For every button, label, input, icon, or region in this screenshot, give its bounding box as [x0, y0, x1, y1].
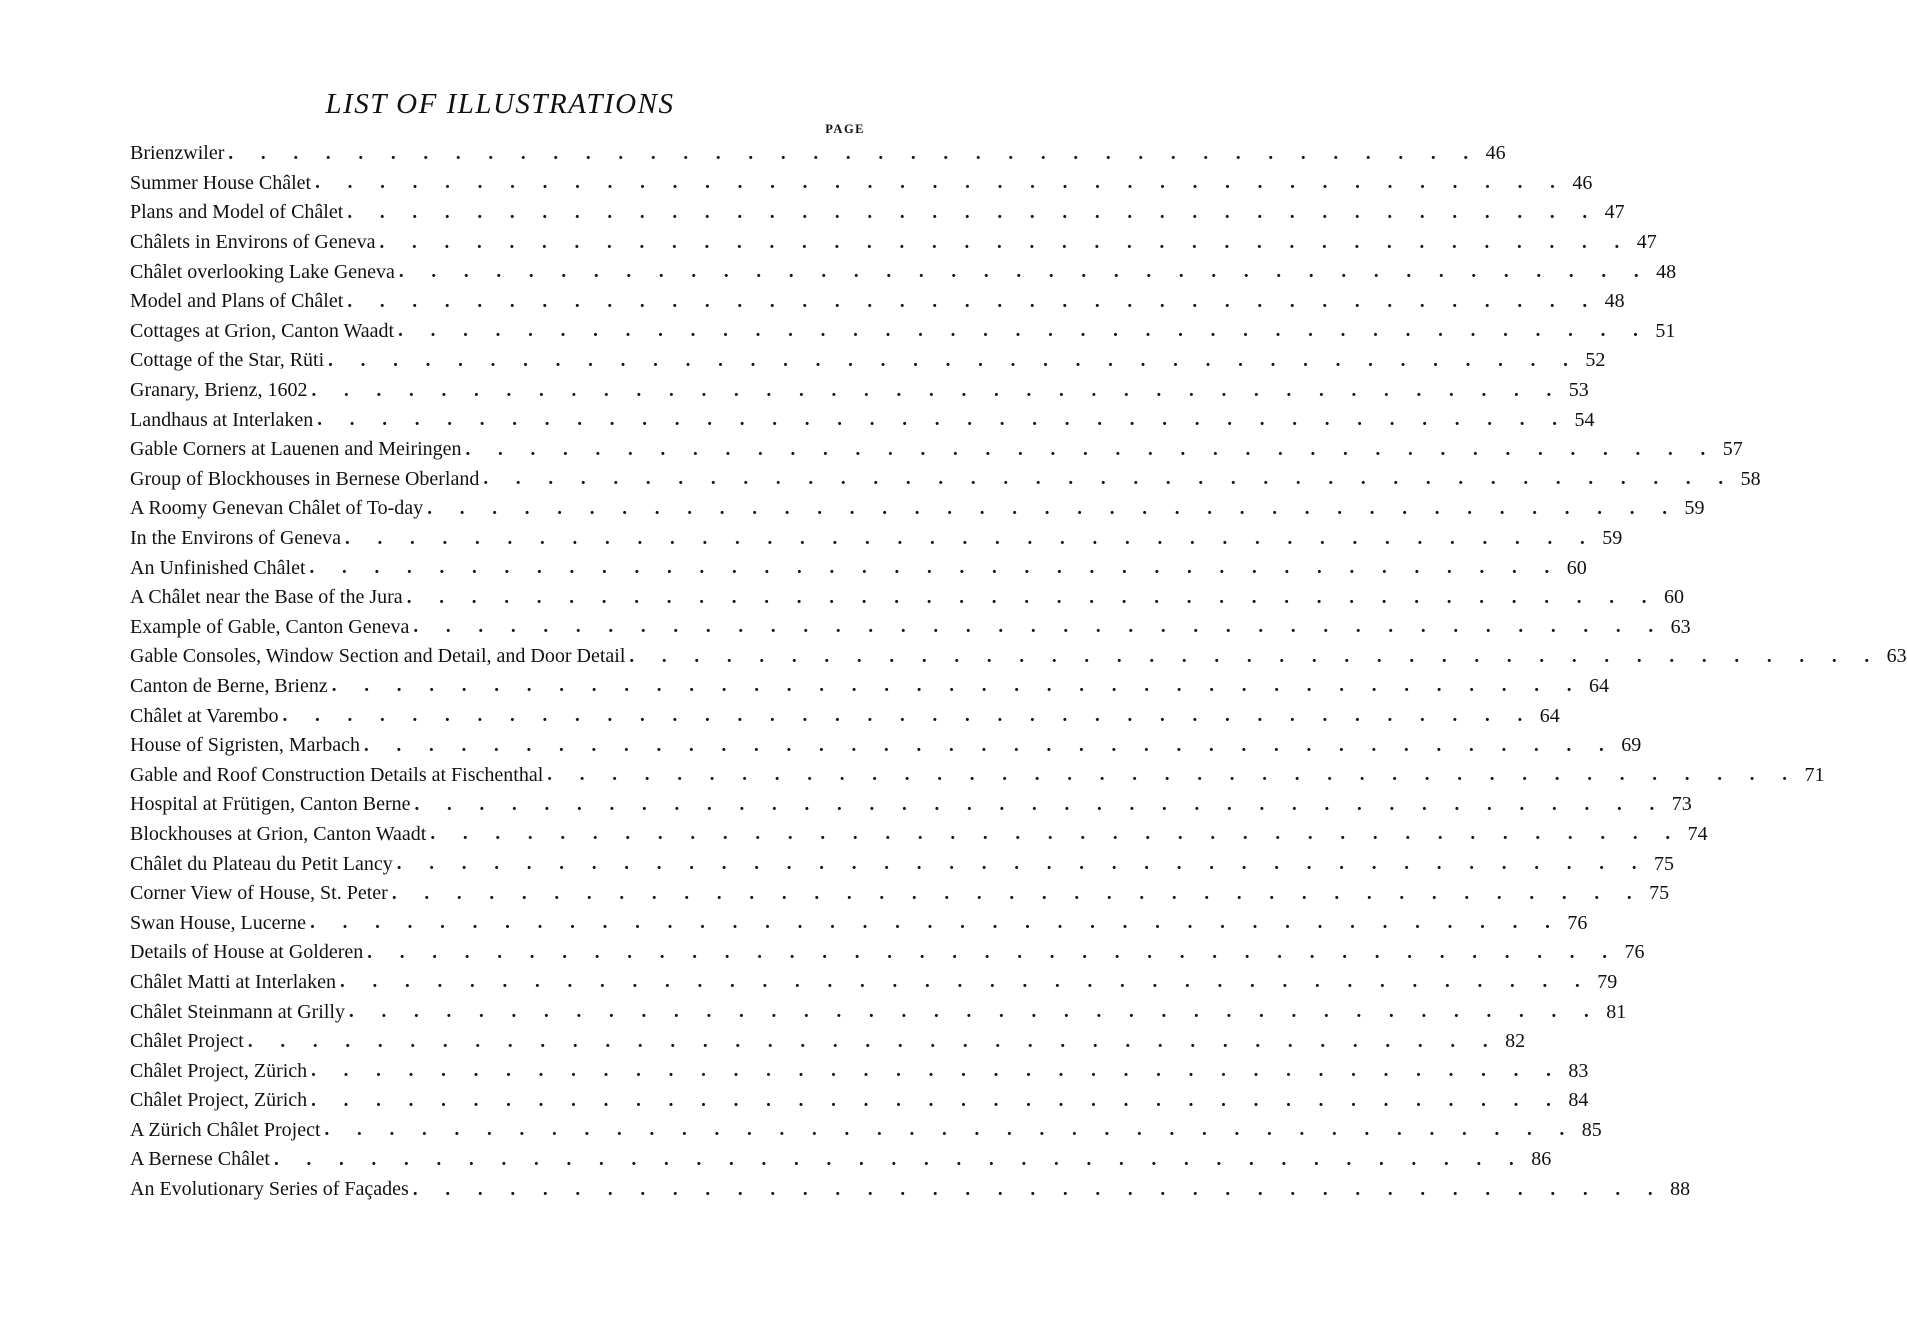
dot-leader: . . . . . . . . . . . . . . . . . . . . . . . . . . . . . . . . . . . . . . .	[309, 557, 1561, 579]
list-item	[130, 553, 1587, 583]
dot-leader: . . . . . . . . . . . . . . . . . . . . . . . . . . . . . . . . . . . . . . .	[391, 882, 1644, 904]
list-item	[130, 849, 1674, 879]
dot-leader: . . . . . . . . . . . . . . . . . . . . . . . . . . . . . . . . . . . . . . .	[347, 201, 1599, 223]
page-number: 64	[1539, 704, 1560, 727]
list-item	[130, 1116, 1602, 1146]
illustration-title: Châlet du Plateau du Petit Lancy	[130, 852, 393, 875]
illustration-title: House of Sigristen, Marbach	[130, 734, 360, 757]
page-number: 63	[1670, 615, 1691, 638]
illustration-title: A Bernese Châlet	[130, 1148, 270, 1171]
page-number: 59	[1602, 527, 1623, 550]
dot-leader: . . . . . . . . . . . . . . . . . . . . . . . . . . . . . . . . . . . . . . .	[310, 912, 1562, 934]
dot-leader: . . . . . . . . . . . . . . . . . . . . . . . . . . . . . . . . . . . . . . .	[311, 1089, 1563, 1111]
dot-leader: . . . . . . . . . . . . . . . . . . . . . . . . . . . . . . . . . . . . . . .	[427, 497, 1679, 519]
list-item	[130, 139, 1506, 169]
illustration-title: Blockhouses at Grion, Canton Waadt	[130, 822, 427, 845]
list-item	[130, 494, 1705, 524]
dot-leader: . . . . . . . . . . . . . . . . . . . . . . . . . . . . . . . . . . . . . . .	[324, 1119, 1576, 1141]
page-number: 86	[1531, 1148, 1552, 1171]
list-item	[130, 1056, 1589, 1086]
list-item	[130, 731, 1642, 761]
illustration-title: Brienzwiler	[130, 142, 225, 165]
dot-leader: . . . . . . . . . . . . . . . . . . . . . . . . . . . . . . . . . . . . . . .	[345, 527, 1597, 549]
illustration-title: Châlets in Environs of Geneva	[130, 231, 376, 254]
page-number: 47	[1604, 201, 1625, 224]
illustration-title: Plans and Model of Châlet	[130, 201, 344, 224]
list-item	[130, 198, 1625, 228]
illustration-title: Granary, Brienz, 1602	[130, 379, 308, 402]
list-item	[130, 938, 1645, 968]
dot-leader: . . . . . . . . . . . . . . . . . . . . . . . . . . . . . . . . . . . . . . .	[340, 971, 1592, 993]
list-item	[130, 613, 1691, 643]
illustration-title: An Unfinished Châlet	[130, 556, 306, 579]
dot-leader: . . . . . . . . . . . . . . . . . . . . . . . . . . . . . . . . . . . . . . .	[398, 320, 1650, 342]
dot-leader: . . . . . . . . . . . . . . . . . . . . . . . . . . . . . . . . . . . . . . .	[396, 853, 1648, 875]
dot-leader: . . . . . . . . . . . . . . . . . . . . . . . . . . . . . . . . . . . . . . .	[317, 409, 1569, 431]
list-item	[130, 405, 1595, 435]
page-number: 47	[1636, 231, 1657, 254]
illustration-title: In the Environs of Geneva	[130, 527, 342, 550]
page-number: 81	[1606, 1000, 1627, 1023]
list-item	[130, 908, 1588, 938]
dot-leader: . . . . . . . . . . . . . . . . . . . . . . . . . . . . . . . . . . . . . . .	[273, 1148, 1526, 1170]
list-item	[130, 1086, 1589, 1116]
list-item	[130, 376, 1589, 406]
illustration-title: Châlet Project, Zürich	[130, 1089, 308, 1112]
list-item	[130, 701, 1560, 731]
page-number: 58	[1740, 467, 1761, 490]
list-item	[130, 760, 1825, 790]
page-number: 84	[1568, 1089, 1589, 1112]
dot-leader: . . . . . . . . . . . . . . . . . . . . . . . . . . . . . . . . . . . . . . .	[311, 1060, 1563, 1082]
page-number: 75	[1653, 852, 1674, 875]
dot-leader: . . . . . . . . . . . . . . . . . . . . . . . . . . . . . . . . . . . . . . .	[483, 468, 1735, 490]
illustration-title: Example of Gable, Canton Geneva	[130, 615, 410, 638]
list-item	[130, 169, 1593, 199]
illustration-title: Châlet Steinmann at Grilly	[130, 1000, 345, 1023]
illustration-title: A Châlet near the Base of the Jura	[130, 586, 403, 609]
page-title: LIST OF ILLUSTRATIONS	[325, 88, 675, 120]
illustration-title: Châlet Project, Zürich	[130, 1059, 308, 1082]
page-number: 85	[1581, 1118, 1602, 1141]
page-number: 48	[1604, 290, 1625, 313]
page-number: 60	[1566, 556, 1587, 579]
illustration-title: Châlet Project	[130, 1030, 244, 1053]
list-item	[130, 968, 1618, 998]
page-number: 73	[1671, 793, 1692, 816]
page-number: 52	[1585, 349, 1606, 372]
dot-leader: . . . . . . . . . . . . . . . . . . . . . . . . . . . . . . . . . . . . . . .	[228, 142, 1480, 164]
page-number: 60	[1663, 586, 1684, 609]
dot-leader: . . . . . . . . . . . . . . . . . . . . . . . . . . . . . . . . . . . . . . .	[315, 172, 1567, 194]
dot-leader: . . . . . . . . . . . . . . . . . . . . . . . . . . . . . . . . . . . . . . .	[379, 231, 1631, 253]
page-number: 74	[1687, 822, 1708, 845]
page-number: 59	[1684, 497, 1705, 520]
illustration-title: Cottage of the Star, Rüti	[130, 349, 325, 372]
page-number: 76	[1624, 941, 1645, 964]
illustration-title: Model and Plans of Châlet	[130, 290, 344, 313]
illustration-title: Details of House at Golderen	[130, 941, 364, 964]
illustration-title: Summer House Châlet	[130, 171, 312, 194]
list-item	[130, 1175, 1691, 1205]
page-number: 53	[1568, 379, 1589, 402]
illustration-title: Châlet overlooking Lake Geneva	[130, 260, 395, 283]
dot-leader: . . . . . . . . . . . . . . . . . . . . . . . . . . . . . . . . . . . . . . .	[328, 349, 1580, 371]
illustration-title: Corner View of House, St. Peter	[130, 882, 388, 905]
page-number: 88	[1670, 1178, 1691, 1201]
illustration-title: Hospital at Frütigen, Canton Berne	[130, 793, 411, 816]
illustration-title: A Roomy Genevan Châlet of To-day	[130, 497, 424, 520]
list-item	[130, 435, 1743, 465]
illustration-title: Group of Blockhouses in Bernese Oberland	[130, 467, 480, 490]
dot-leader: . . . . . . . . . . . . . . . . . . . . . . . . . . . . . . . . . . . . . . .	[311, 379, 1563, 401]
illustration-title: Cottages at Grion, Canton Waadt	[130, 319, 395, 342]
illustration-title: Landhaus at Interlaken	[130, 408, 314, 431]
dot-leader: . . . . . . . . . . . . . . . . . . . . . . . . . . . . . . . . . . . . . . .	[412, 1178, 1665, 1200]
list-item	[130, 583, 1684, 613]
illustration-title: An Evolutionary Series of Façades	[130, 1178, 409, 1201]
list-item	[130, 287, 1625, 317]
dot-leader: . . . . . . . . . . . . . . . . . . . . . . . . . . . . . . . . . . . . . . .	[331, 675, 1583, 697]
dot-leader: . . . . . . . . . . . . . . . . . . . . . . . . . . . . . . . . . . . . . . .	[247, 1030, 1500, 1052]
dot-leader: . . . . . . . . . . . . . . . . . . . . . . . . . . . . . . . . . . . . . . .	[282, 705, 1534, 727]
page-number: 79	[1597, 970, 1618, 993]
page-number: 51	[1655, 319, 1676, 342]
illustration-title: Gable and Roof Construction Details at Fischenthal	[130, 763, 544, 786]
illustration-title: Gable Corners at Lauenen and Meiringen	[130, 438, 462, 461]
list-item	[130, 820, 1708, 850]
list-item	[130, 1145, 1552, 1175]
page-number: 48	[1656, 260, 1677, 283]
page-number: 83	[1568, 1059, 1589, 1082]
list-item	[130, 465, 1761, 495]
list-item	[130, 997, 1627, 1027]
list-item	[130, 790, 1692, 820]
illustration-title: Canton de Berne, Brienz	[130, 674, 328, 697]
illustration-title: Swan House, Lucerne	[130, 911, 307, 934]
dot-leader: . . . . . . . . . . . . . . . . . . . . . . . . . . . . . . . . . . . . . . .	[465, 438, 1717, 460]
page-number: 69	[1621, 734, 1642, 757]
dot-leader: . . . . . . . . . . . . . . . . . . . . . . . . . . . . . . . . . . . . . . .	[363, 734, 1616, 756]
page-number: 82	[1505, 1030, 1526, 1053]
list-item	[130, 642, 1907, 672]
illustration-title: Châlet at Varembo	[130, 704, 279, 727]
page-number: 54	[1574, 408, 1595, 431]
page-number: 46	[1485, 142, 1506, 165]
dot-leader: . . . . . . . . . . . . . . . . . . . . . . . . . . . . . . . . . . . . . . .	[430, 823, 1682, 845]
dot-leader: . . . . . . . . . . . . . . . . . . . . . . . . . . . . . . . . . . . . . . .	[367, 941, 1619, 963]
illustration-title: Gable Consoles, Window Section and Detail, and Door Detail	[130, 645, 626, 668]
list-item	[130, 879, 1670, 909]
page-column-label: PAGE	[825, 122, 865, 136]
page-number: 57	[1722, 438, 1743, 461]
page-number: 71	[1804, 763, 1825, 786]
dot-leader: . . . . . . . . . . . . . . . . . . . . . . . . . . . . . . . . . . . . . . .	[547, 764, 1799, 786]
illustration-title: Châlet Matti at Interlaken	[130, 970, 337, 993]
dot-leader: . . . . . . . . . . . . . . . . . . . . . . . . . . . . . . . . . . . . . . .	[348, 1001, 1601, 1023]
dot-leader: . . . . . . . . . . . . . . . . . . . . . . . . . . . . . . . . . . . . . . .	[414, 793, 1666, 815]
page-number: 64	[1588, 674, 1609, 697]
dot-leader: . . . . . . . . . . . . . . . . . . . . . . . . . . . . . . . . . . . . . . .	[406, 586, 1658, 608]
list-item	[130, 672, 1609, 702]
page-number: 76	[1567, 911, 1588, 934]
dot-leader: . . . . . . . . . . . . . . . . . . . . . . . . . . . . . . . . . . . . . . .	[398, 261, 1651, 283]
list-item	[130, 1027, 1526, 1057]
page-number: 63	[1886, 645, 1907, 668]
list-item	[130, 346, 1606, 376]
illustrations-list	[130, 139, 1907, 1204]
list-item	[130, 228, 1657, 258]
list-item	[130, 257, 1677, 287]
list-item	[130, 317, 1676, 347]
illustration-title: A Zürich Châlet Project	[130, 1118, 321, 1141]
list-item	[130, 524, 1623, 554]
dot-leader: . . . . . . . . . . . . . . . . . . . . . . . . . . . . . . . . . . . . . . .	[413, 616, 1665, 638]
dot-leader: . . . . . . . . . . . . . . . . . . . . . . . . . . . . . . . . . . . . . . .	[347, 290, 1599, 312]
page-number: 46	[1572, 171, 1593, 194]
dot-leader: . . . . . . . . . . . . . . . . . . . . . . . . . . . . . . . . . . . . . . .	[629, 645, 1881, 667]
page-number: 75	[1649, 882, 1670, 905]
